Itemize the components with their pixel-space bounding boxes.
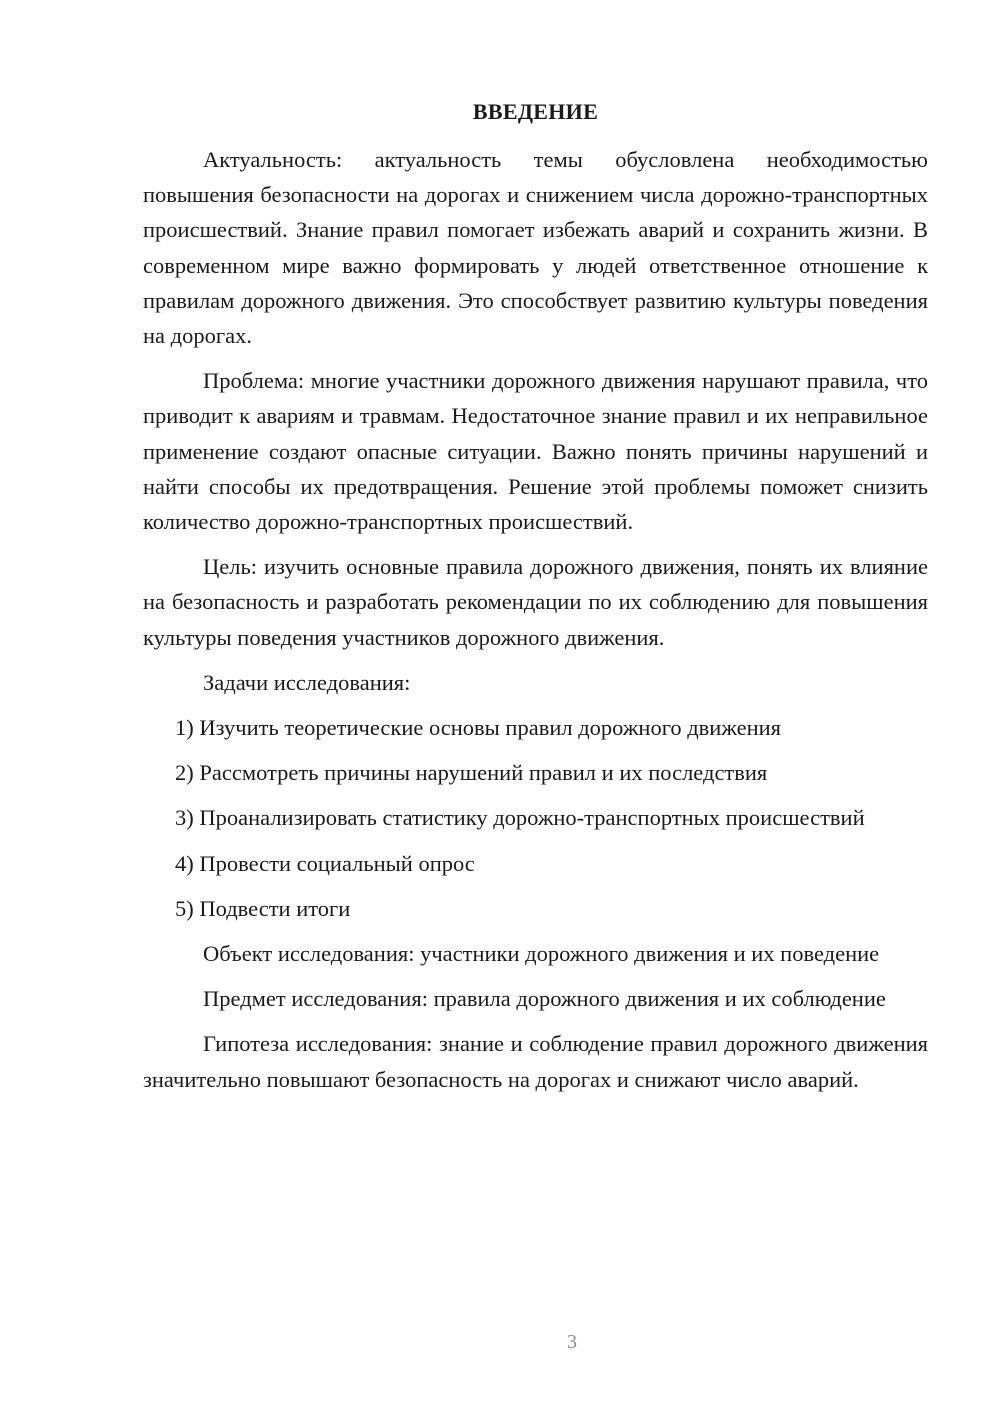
task-item-1: 1) Изучить теоретические основы правил дорожного движения xyxy=(175,715,782,741)
paragraph-relevance: Актуальность: актуальность темы обусловлена необходимостью повышения безопасности на дорогах и снижением числа дорожно-транспортных происшествий. Знание правил помогает избежать аварий и сохранить жизни. В современном мире важно формировать у людей ответственное отношение к правилам дорожного движения. Это способствует развитию культуры поведения на дорогах. xyxy=(143,147,928,349)
task-item-2: 2) Рассмотреть причины нарушений правил и их последствия xyxy=(175,760,768,786)
paragraph-goal: Цель: изучить основные правила дорожного движения, понять их влияние на безопасность и разработать рекомендации по их соблюдению для повышения культуры поведения участников дорожного движения. xyxy=(143,554,928,650)
task-item-5: 5) Подвести итоги xyxy=(175,895,351,921)
paragraph-subject: Предмет исследования: правила дорожного движения и их соблюдение xyxy=(203,986,886,1012)
paragraph-hypothesis: Гипотеза исследования: знание и соблюдение правил дорожного движения значительно повышают безопасность на дорогах и снижают число аварий. xyxy=(143,1031,928,1092)
paragraph-problem: Проблема: многие участники дорожного движения нарушают правила, что приводит к авариям и травмам. Недостаточное знание правил и их неправильное применение создают опасные ситуации. Важно понять причины нарушений и найти способы их предотвращения. Решение этой проблемы поможет снизить количество дорожно-транспортных происшествий. xyxy=(143,368,928,535)
page-number: 3 xyxy=(567,1331,577,1353)
section-heading: ВВЕДЕНИЕ xyxy=(472,99,599,124)
task-item-3: 3) Проанализировать статистику дорожно-транспортных происшествий xyxy=(175,805,865,831)
tasks-title: Задачи исследования: xyxy=(203,669,411,695)
paragraph-object: Объект исследования: участники дорожного движения и их поведение xyxy=(203,941,880,967)
task-item-4: 4) Провести социальный опрос xyxy=(175,850,475,876)
body-text xyxy=(143,142,928,1107)
